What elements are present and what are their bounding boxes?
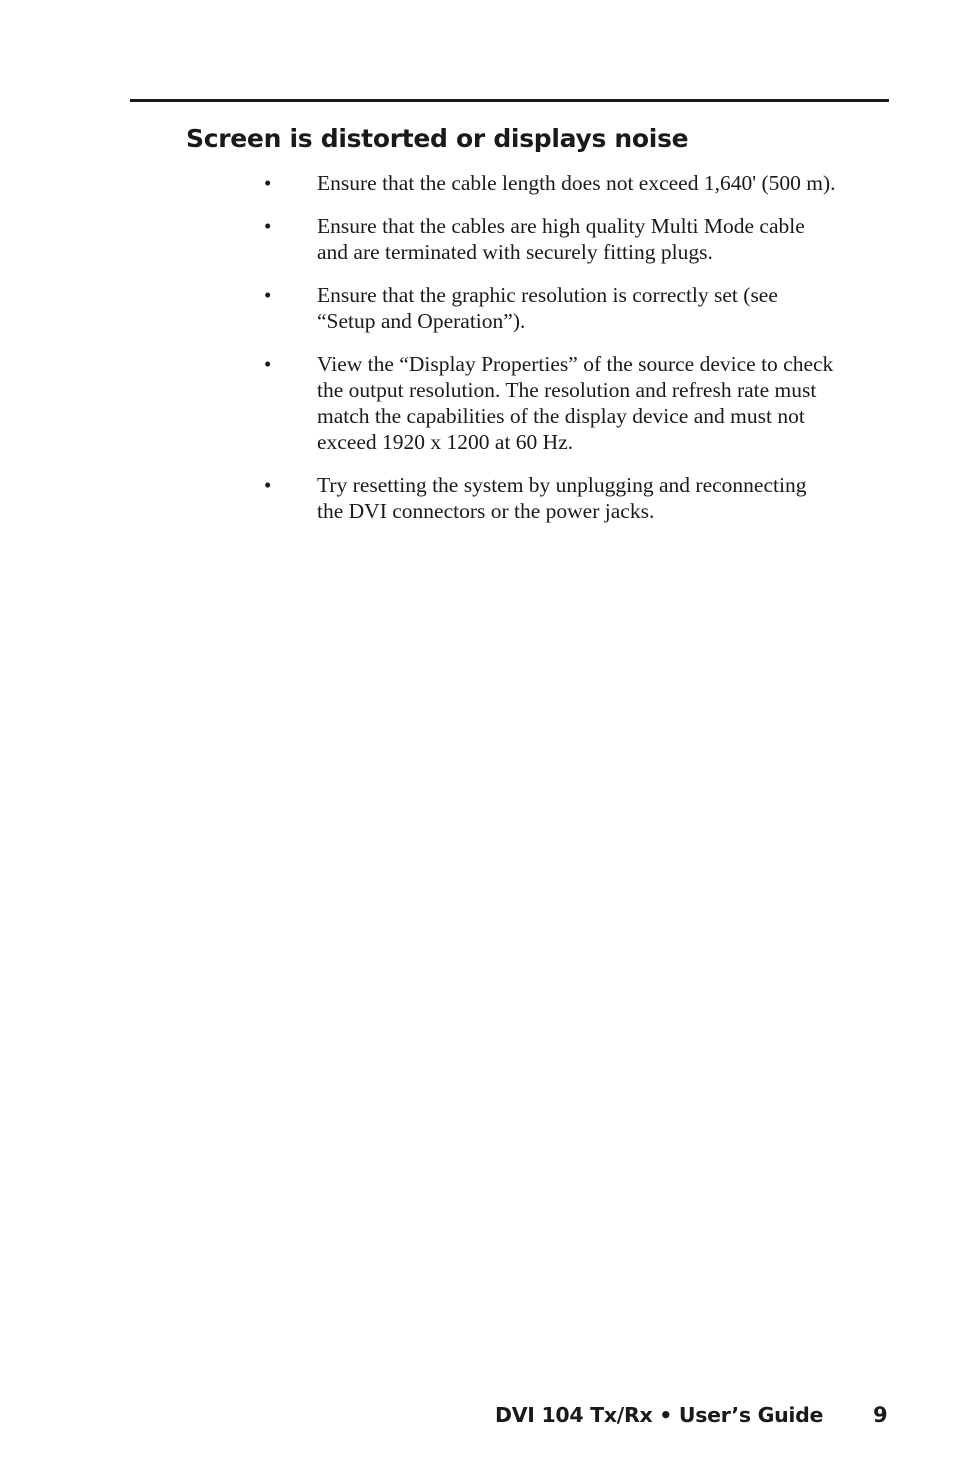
list-item — [262, 170, 892, 196]
list-item — [262, 282, 892, 334]
section-title: Screen is distorted or displays noise — [186, 124, 689, 153]
list-item-text: Ensure that the graphic resolution is correctly set (see “Setup and Operation”). — [317, 283, 778, 333]
list-item — [262, 351, 892, 455]
bullet-icon: • — [264, 473, 272, 497]
troubleshooting-list — [262, 170, 892, 541]
bullet-icon: • — [264, 214, 272, 238]
bullet-icon: • — [264, 283, 272, 307]
list-item — [262, 213, 892, 265]
bullet-icon: • — [264, 352, 272, 376]
list-item-text: Try resetting the system by unplugging and reconnecting the DVI connectors or the power jacks. — [317, 473, 807, 523]
list-item-text: Ensure that the cables are high quality Multi Mode cable and are terminated with securely fitting plugs. — [317, 214, 805, 264]
list-item-text: View the “Display Properties” of the source device to check the output resolution. The resolution and refresh rate must match the capabilities of the display device and must not exceed 1920 x 1200 at 60 Hz. — [317, 352, 834, 454]
list-item — [262, 472, 892, 524]
list-item-text: Ensure that the cable length does not exceed 1,640' (500 m). — [317, 171, 836, 195]
footer-guide-title: DVI 104 Tx/Rx • User’s Guide — [495, 1403, 824, 1427]
bullet-icon: • — [264, 171, 272, 195]
page-number: 9 — [873, 1403, 888, 1427]
header-rule — [130, 99, 889, 102]
